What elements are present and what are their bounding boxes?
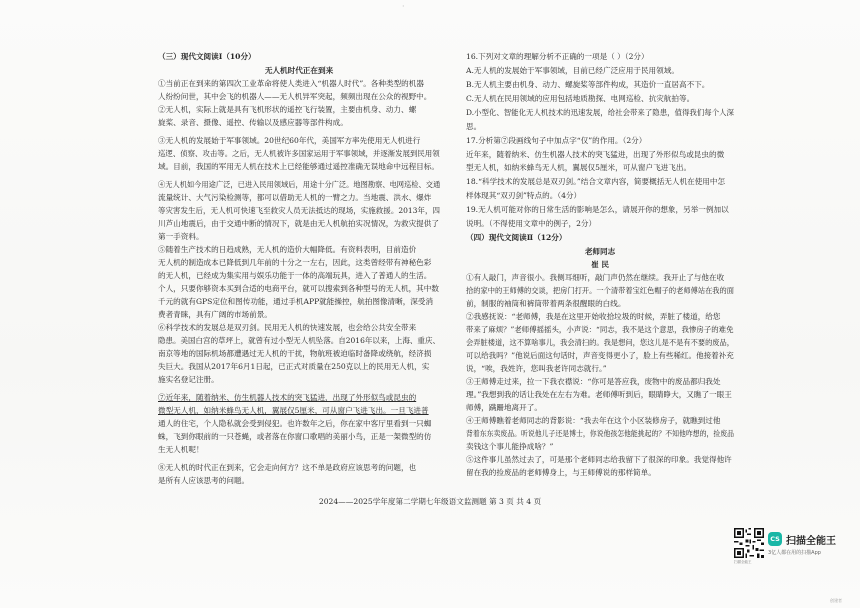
text-line: 无人机时代正在到来 [264,66,334,75]
text-line: ③无人机的发展始于军事领域。20世纪60年代，美国军方率先使用无人机进行 [158,136,421,145]
text-line: 样体现其“双刃剑”特点的。（4分） [466,191,582,200]
text-line: 17.分析第⑦段画线句子中加点字“仅”的作用。（2分） [466,136,647,145]
text-line: D.小型化、智能化无人机技术的迅速发展，给社会带来了隐患，值得我们每个人深 [466,108,734,117]
text-line: 带来了麻烦？”老师傅摇摇头，小声说：“同志，我不是这个意思，我惨房子的难免 [466,325,734,334]
text-line: （四）现代文阅读Ⅱ（12分） [466,233,567,242]
text-line: 会弄脏楼道，这不算啥事儿，我会清扫的。我是想问，您这儿是不是有不要的废品， [466,338,735,347]
text-line: 巡逻、侦察、攻击等。之后，无人机被许多国家运用于军事领域，并逐渐发展到民用领 [158,149,440,158]
corner-mark: 创建者 [830,598,842,603]
camscanner-app-name: 扫描全能王 [786,536,836,547]
text-line: 可以给我吗？”他说后面这句话时，声音变得更小了，脸上有些稀红。他接着补充 [466,351,734,360]
scan-speck: · [402,2,405,11]
text-line: 型无人机，如纳米蜂鸟无人机，翼展仅5厘米，可从窗户飞进飞出。 [466,163,692,172]
text-line: ③王师傅走过来，拉一下我衣襟说：“你可是答应我，废物中的废品都归我处 [466,377,721,386]
text-line: 施实名登记注册。 [158,375,219,384]
text-line: 通人的住宅，个人隐私就会受到侵犯。也许数年之后，你在家中客厅里看到一只蜘 [158,419,432,428]
text-line: 蛛，飞到你眼前的一只苍蝇，或者落在你窗口歌唱的美丽小鸟，正是一架微型的仿 [158,432,432,441]
text-line: 近年来，随着纳米、仿生机器人技术的突飞猛进，出现了外形似鸟或昆虫的微 [466,150,725,159]
text-line: 16.下列对文章的理解分析不正确的一项是（ ）（2分） [466,52,649,61]
text-line: ④王师傅瞧着老师同志的背影说：“我去年在这个小区装修房子，就瞧到过他 [466,416,721,425]
text-line: ①有人敲门，声音很小。我侧耳细听，敲门声仍然在继续。我开止了与他在收 [466,273,725,282]
text-line: ⑦近年来，随着纳米、仿生机器人技术的突飞猛进，出现了外形似鸟或昆虫的 [158,393,417,402]
qr-caption: 扫描全能王 [734,560,752,564]
text-line: ⑤这件事儿虽然过去了，可是那个老师同志给我留下了很深的印象。我觉得他许 [466,455,732,464]
text-line: 说明。（不得使用文章中的例子，2分） [466,219,597,228]
text-line: 留在我的捡废品的老师傅身上，与王师傅说的那样简单。 [466,468,656,477]
text-line: 前，制服的袖筒和裤筒带着两条很醒眼的白线。 [466,299,626,308]
text-line: 拾的家中的王师傅的交谈，把房门打开。一个清带着宝红色帽子的老师傅站在我的面 [466,286,735,295]
camscanner-logo-icon: CS [768,532,782,546]
text-line: B.无人机主要由机身、动力、螺旋桨等部件构成，其造价一直居高不下。 [466,80,710,89]
text-line: ②我感抚说：“老师傅，我是在这里开始收拾垃圾的时候，弄脏了楼道，给您 [466,312,721,321]
text-line: 等灾害发生后，无人机可快速飞至救灾人员无法抵达的现场，实施救援。2013年，四 [158,206,440,215]
text-line: 理。”我想到我的话让我处在左右为难。老师傅听到后，眼睛睁大，又瞧了一眼王 [466,390,732,399]
camscanner-watermark [734,528,852,586]
text-line: C.无人机在民用领域的应用包括地质勘探、电网巡检、抗灾航拍等。 [466,94,695,103]
qr-code-icon [734,528,764,558]
text-line: 域。目前，我国的军用无人机在技术上已经能够通过遥控准确无误地命中远程目标。 [158,162,439,171]
text-line: ②无人机，实际上就是具有飞机形状的遥控飞行装置，主要由机身、动力、螺 [158,105,417,114]
text-line: 流量统计、大气污染检测等，都可以借助无人机的一臂之力。当地震、洪水、爆炸 [158,193,432,202]
text-line: 微型无人机，如纳米蜂鸟无人机，翼展仅5厘米，可从窗户飞进飞出。一旦飞进普 [158,406,429,415]
text-line: 无人机的制造成本已降低到几年前的十分之一左右，因此，这类曾经带有神秘色彩 [158,258,432,267]
text-line: ⑧无人机的时代正在到来，它会走向何方？这不单是政府应该思考的问题，也 [158,463,417,472]
text-line: 费者青睐，具有广阔的市场前景。 [158,310,272,319]
text-line: 旋桨、录音、摄像、遥控、传输以及感应器等部件构成。 [158,118,348,127]
text-line: ①当前正在到来的第四次工业革命将使人类进入“机器人时代”。各种类型的机器 [158,79,424,88]
text-line: 卖钱这个事儿能挣成啥？” [466,442,554,451]
text-line: ⑥科学技术的发展总是双刃剑。民用无人机的快速发展，也会给公共安全带来 [158,323,417,332]
text-line: A.无人机的发展始于军事领域，目前已经广泛应用于民用领域。 [466,66,679,75]
camscanner-tagline: 3亿人都在用的扫描App [768,550,821,556]
text-line: 千元的就有GPS定位和图传功能，通过手机APP就能操控，航拍图像清晰，深受消 [158,297,434,306]
text-line: （三）现代文阅读Ⅰ（10分） [158,52,256,61]
text-line: 第一手资料。 [158,232,204,241]
text-line: 个人，只要你够资本买到合适的电商平台，就可以搜索到各种型号的无人机，其中数 [158,284,439,293]
page-footer: 2024——2025学年度第二学期七年级语文监测题 第 3 页 共 4 页 [318,497,542,506]
text-line: ④无人机如今用途广泛，已进入民用领域后，用途十分广泛。地图勘察、电网巡检、交通 [158,180,441,189]
text-line: 崔 民 [591,260,609,269]
text-line: 是所有人应该思考的问题。 [158,476,250,485]
text-line: 19.无人机可能对你的日常生活的影响是怎么，请展开你的想象，另举一例加以 [466,205,729,214]
text-line: 人纷纷问世，其中会飞的机器人——无人机异军突起，频频出现在公众的视野中。 [158,92,432,101]
text-line: 18.“科学技术的发展总是双刃剑。”结合文章内容，简要概括无人机在使用中怎 [466,177,726,186]
text-line: 师傅，蹒跚地离开了。 [466,403,542,412]
text-line: 失巨大。我国从2017年6月1日起，已正式对质量在250克以上的民用无人机，实 [158,362,430,371]
text-line: 说，“唉，我姓许，您叫我老许同志就行。” [466,364,607,373]
text-line: 老师同志 [584,247,616,256]
text-line: 川芦山地震后，由于交通中断的情况下，就是由无人机航拍实况情况，为救灾提供了 [158,219,439,228]
text-line: 隐患。美国白宫的草坪上，就曾有过小型无人机坠落。自2016年以来，上海、重庆、 [158,336,440,345]
text-line: 生无人机呢！ [158,445,204,454]
text-line: 的无人机，已经成为集实用与娱乐功能于一体的高端玩具，进入了普通人的生活。 [158,271,432,280]
text-line: ⑤随着生产技术的日趋成熟，无人机的造价大幅降低。有资料表明，目前造价 [158,245,417,254]
text-line: 背着东东卖废品。听说他儿子还是博士，你说他孩怎他能挑起的？不知他咋想的，捡废品 [466,429,735,438]
text-line: 思。 [466,122,482,131]
text-line: 南京等地的国际机场都遭遇过无人机的干扰，物航班被迫临时备降或绕航，经济损 [158,349,432,358]
